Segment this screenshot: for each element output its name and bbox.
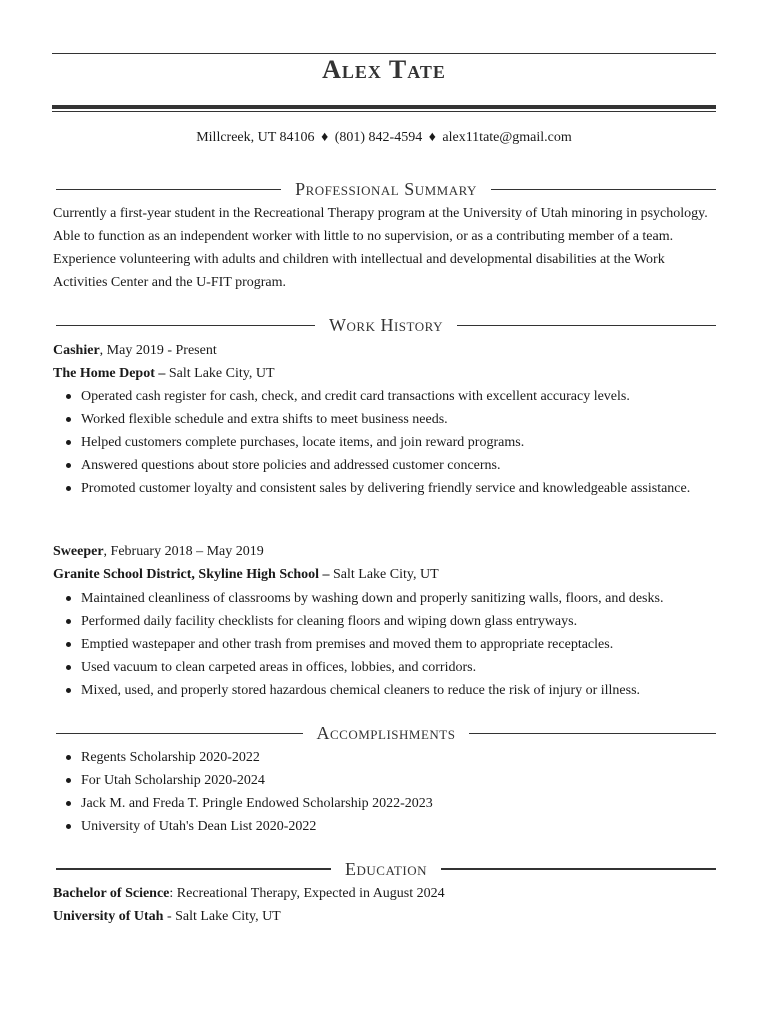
bullet-icon: [66, 486, 71, 491]
bullet-icon: [66, 596, 71, 601]
bullet-icon: [66, 755, 71, 760]
job-bullets: [53, 385, 713, 500]
list-item: [53, 385, 713, 408]
degree-line: [53, 882, 445, 905]
bullet-icon: [66, 778, 71, 783]
bullet-text: Used vacuum to clean carpeted areas in offices, lobbies, and corridors.: [81, 660, 477, 675]
degree-detail: : Recreational Therapy, Expected in August 2024: [169, 886, 445, 901]
list-item: [53, 431, 713, 454]
list-item: [53, 815, 713, 838]
summary-text: Currently a first-year student in the Recreational Therapy program at the University of Utah minoring in psychology. Able to function as an independent worker with little to no supervision, or as a contributing member of a team. Experience volunteering with adults and children with intellectual and developmental disabilities at the Work Activities Center and the U-FIT program.: [53, 206, 708, 290]
job-bullets: [53, 587, 713, 702]
accomplishments-heading-label: Accomplishments: [316, 722, 456, 743]
work-heading-label: Work History: [329, 314, 443, 335]
bullet-text: Worked flexible schedule and extra shifts to meet business needs.: [81, 412, 448, 427]
job-dates: , May 2019 - Present: [99, 343, 217, 358]
list-item: [53, 746, 713, 769]
list-item: [53, 656, 713, 679]
bullet-text: Answered questions about store policies and addressed customer concerns.: [81, 458, 501, 473]
contact-separator: ♦: [321, 130, 329, 145]
accomplishment-text: Regents Scholarship 2020-2022: [81, 750, 260, 765]
list-item: [53, 610, 713, 633]
bullet-text: Operated cash register for cash, check, and credit card transactions with excellent accuracy levels.: [81, 389, 630, 404]
accomplishments-list: [53, 746, 713, 838]
bullet-text: Performed daily facility checklists for cleaning floors and wiping down glass entryways.: [81, 614, 578, 629]
bullet-text: Promoted customer loyalty and consistent sales by delivering friendly service and knowledgeable assistance.: [81, 481, 691, 496]
job-employer: Granite School District, Skyline High School –: [53, 567, 330, 582]
heading-rule-left: [56, 868, 331, 870]
school-name: University of Utah: [53, 909, 164, 924]
contact-phone: (801) 842-4594: [334, 130, 423, 145]
heading-rule-right: [491, 189, 716, 190]
job-title: Cashier: [53, 343, 100, 358]
job-location: Salt Lake City, UT: [165, 366, 275, 381]
summary-heading-label: Professional Summary: [295, 178, 477, 199]
list-item: [53, 454, 713, 477]
accomplishment-text: For Utah Scholarship 2020-2024: [81, 773, 265, 788]
job-title: Sweeper: [53, 544, 104, 559]
bullet-icon: [66, 417, 71, 422]
heading-rule-left: [56, 733, 303, 734]
job-employer-line: [53, 563, 439, 586]
bullet-text: Helped customers complete purchases, locate items, and join reward programs.: [81, 435, 525, 450]
job-employer-line: [53, 362, 275, 385]
bullet-icon: [66, 463, 71, 468]
work-heading: [56, 314, 716, 336]
heading-rule-right: [441, 868, 716, 870]
school-line: [53, 905, 281, 928]
contact-location: Millcreek, UT 84106: [196, 130, 315, 145]
job-dates: , February 2018 – May 2019: [103, 544, 264, 559]
job-title-line: [53, 339, 217, 362]
bullet-icon: [66, 801, 71, 806]
header-thick-rule: [52, 105, 716, 109]
heading-rule-right: [469, 733, 716, 734]
job-location: Salt Lake City, UT: [329, 567, 439, 582]
accomplishment-text: University of Utah's Dean List 2020-2022: [81, 819, 317, 834]
bullet-text: Mixed, used, and properly stored hazardous chemical cleaners to reduce the risk of injury or illness.: [81, 683, 641, 698]
bullet-icon: [66, 440, 71, 445]
contact-separator: ♦: [428, 130, 436, 145]
bullet-text: Emptied wastepaper and other trash from premises and moved them to appropriate receptacles.: [81, 637, 614, 652]
school-detail: - Salt Lake City, UT: [163, 909, 281, 924]
bullet-icon: [66, 824, 71, 829]
list-item: [53, 477, 713, 500]
header-top-rule: [52, 53, 716, 54]
candidate-name: Alex Tate: [322, 55, 446, 84]
summary-heading: [56, 178, 716, 200]
contact-line: [0, 130, 768, 146]
job-employer: The Home Depot –: [53, 366, 166, 381]
list-item: [53, 408, 713, 431]
bullet-text: Maintained cleanliness of classrooms by washing down and properly sanitizing walls, floors, and desks.: [81, 591, 664, 606]
contact-email[interactable]: alex11tate@gmail.com: [442, 130, 572, 145]
bullet-icon: [66, 665, 71, 670]
heading-rule-right: [457, 325, 716, 326]
heading-rule-left: [56, 189, 281, 190]
list-item: [53, 792, 713, 815]
degree-name: Bachelor of Science: [53, 886, 170, 901]
bullet-icon: [66, 394, 71, 399]
education-heading-label: Education: [345, 858, 427, 879]
accomplishments-heading: [56, 722, 716, 744]
job-title-line: [53, 540, 264, 563]
bullet-icon: [66, 688, 71, 693]
list-item: [53, 769, 713, 792]
bullet-icon: [66, 642, 71, 647]
accomplishment-text: Jack M. and Freda T. Pringle Endowed Scholarship 2022-2023: [81, 796, 433, 811]
bullet-icon: [66, 619, 71, 624]
education-heading: [56, 858, 716, 880]
list-item: [53, 633, 713, 656]
header-thin-rule: [52, 111, 716, 112]
list-item: [53, 587, 713, 610]
list-item: [53, 679, 713, 702]
heading-rule-left: [56, 325, 315, 326]
